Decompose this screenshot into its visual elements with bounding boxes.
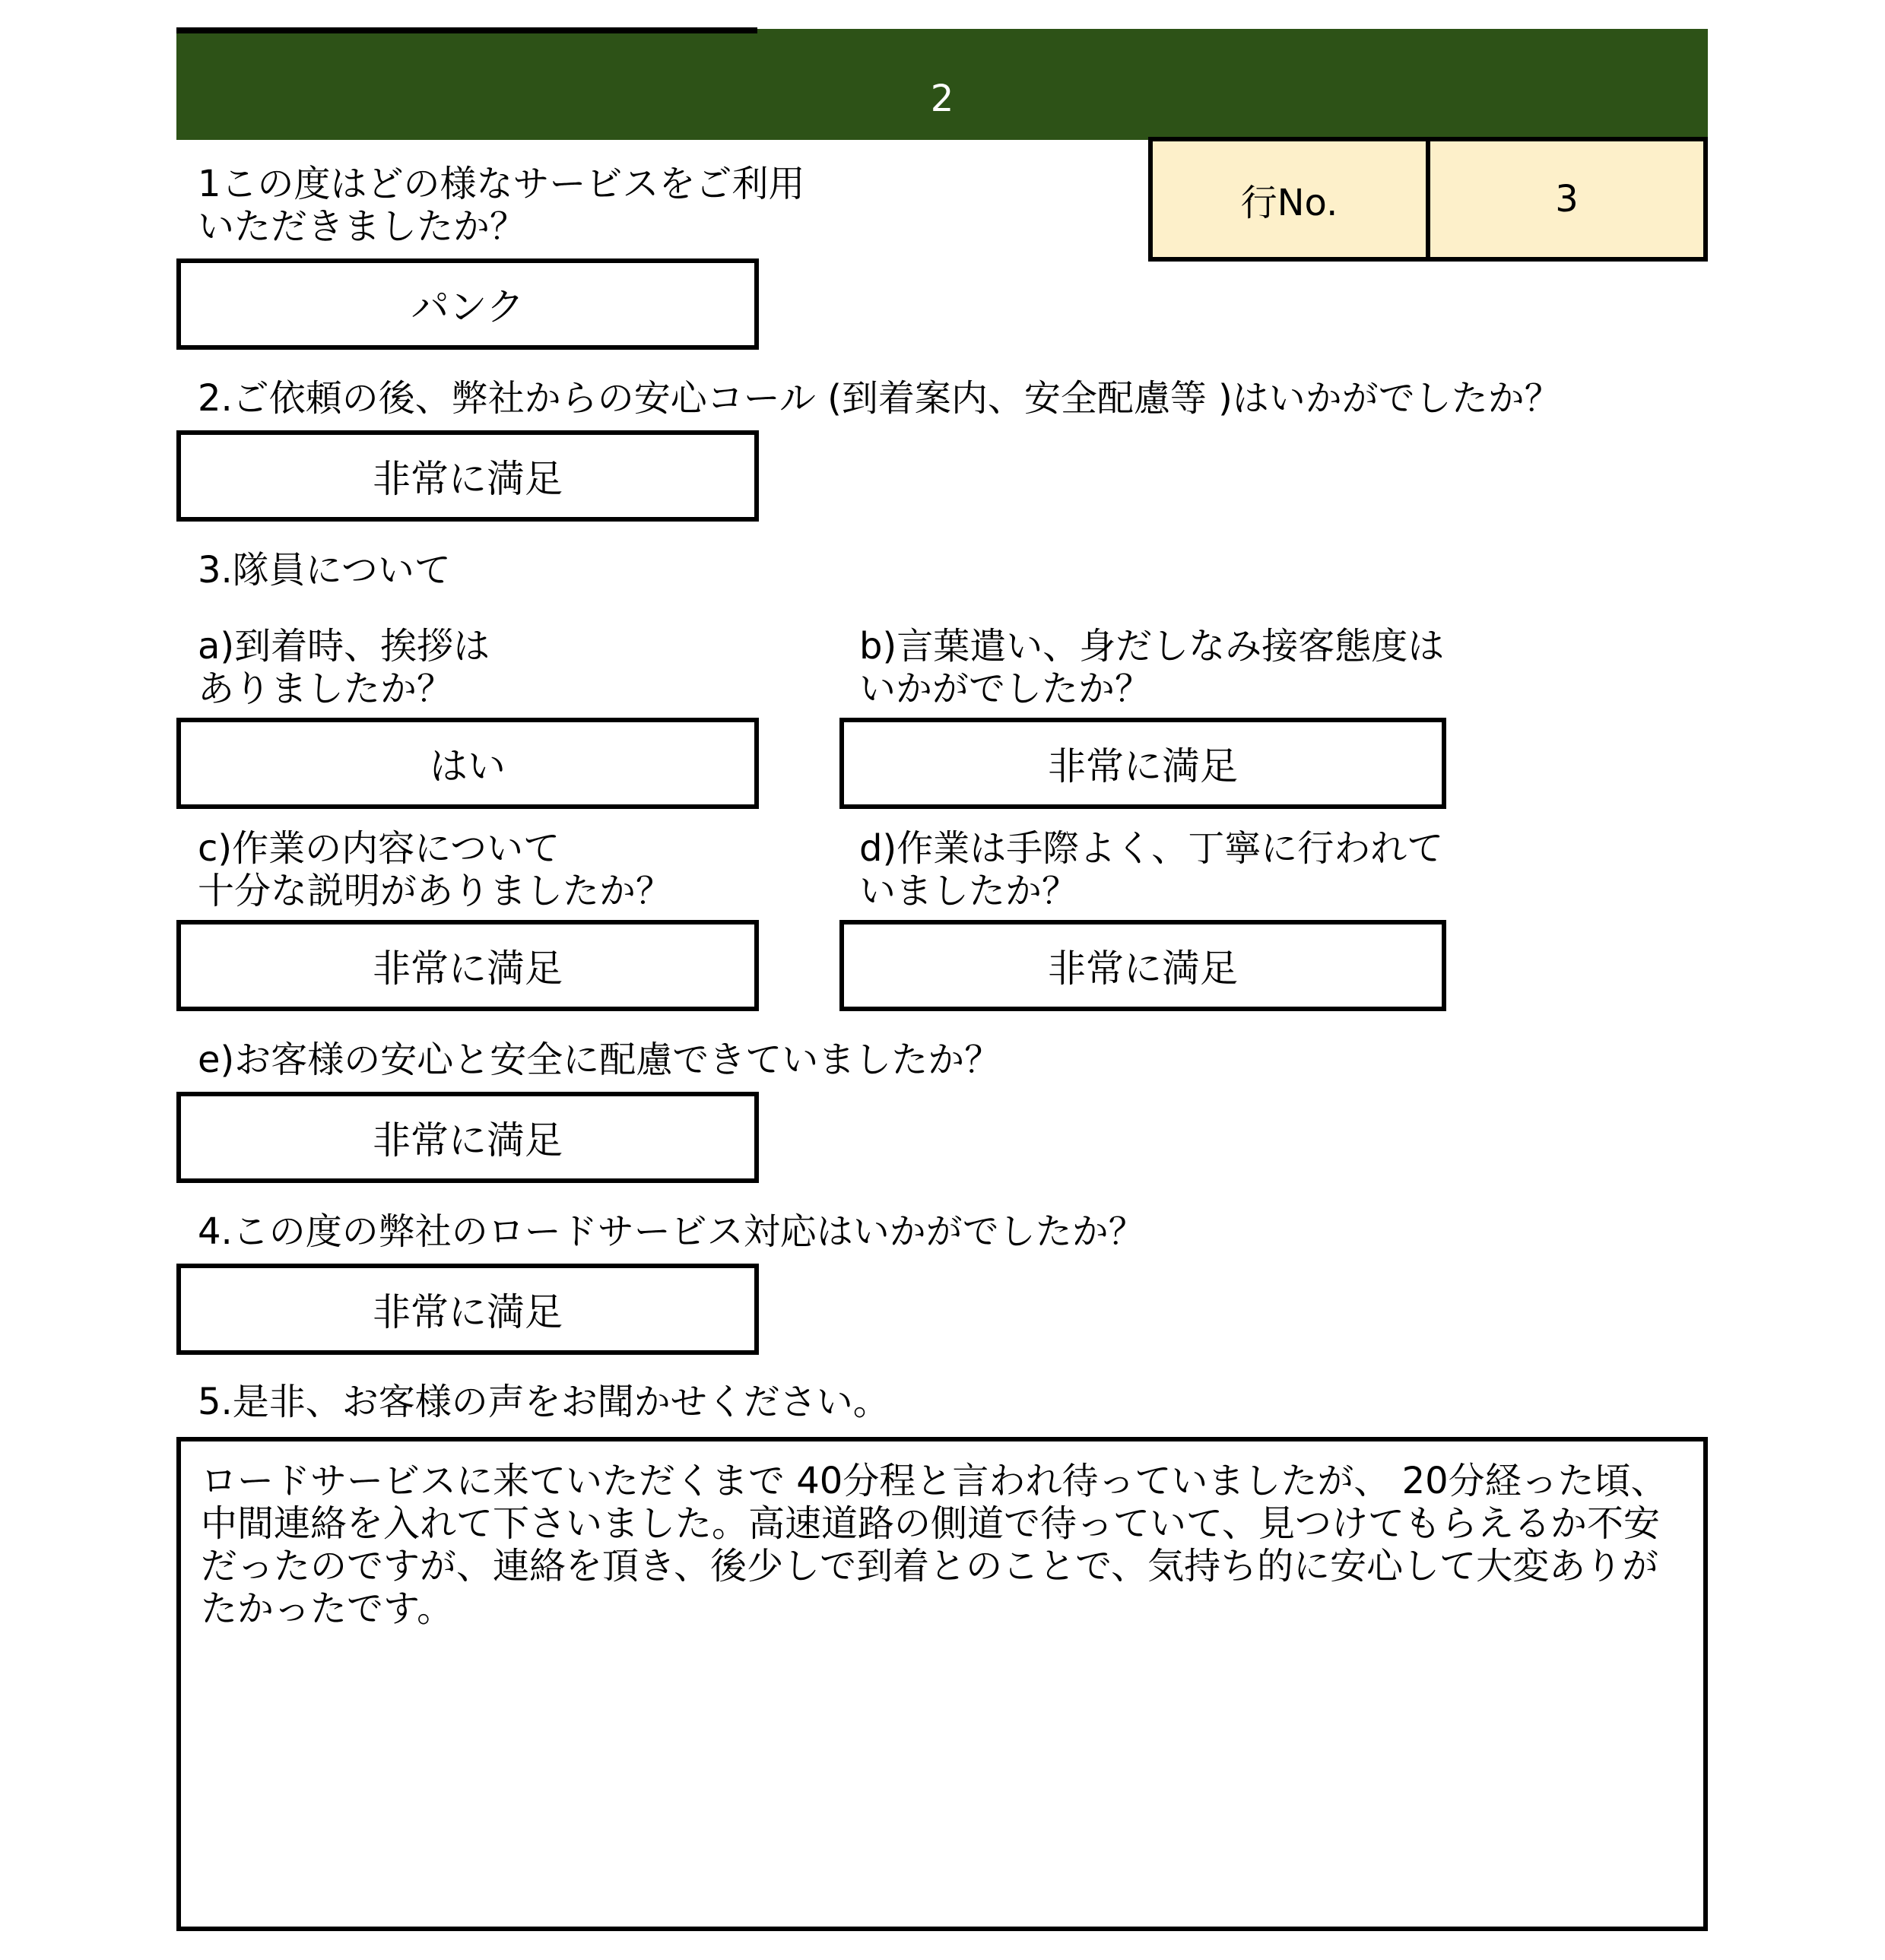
q3b-answer-field[interactable]: 非常に満足 — [839, 718, 1446, 809]
q3c-answer-field[interactable]: 非常に満足 — [176, 920, 759, 1011]
q5-question: 5.是非、お客様の声をお聞かせください。 — [198, 1381, 890, 1423]
q3b-question: b)言葉遣い、身だしなみ接客態度は いかがでしたか？ — [859, 625, 1445, 710]
row-number-value: 3 — [1555, 178, 1579, 220]
q3d-answer-field[interactable]: 非常に満足 — [839, 920, 1446, 1011]
header-divider — [176, 27, 757, 33]
row-number-label: 行No. — [1153, 141, 1430, 257]
row-number-table — [1148, 137, 1708, 262]
q5-comment-box[interactable]: ロードサービスに来ていただくまで 40分程と言われ待っていましたが、 20分経った頃、中間連絡を入れて下さいました。高速道路の側道で待っていて、見つけてもらえるか不安だったのですが、連絡を頂き、後少しで到着とのことで、気持ち的に安心して大変ありがたかったです。 — [176, 1437, 1708, 1931]
q2-answer-field[interactable]: 非常に満足 — [176, 430, 759, 522]
q3d-question: d)作業は手際よく、丁寧に行われて いましたか？ — [859, 827, 1444, 912]
q3-title: 3.隊員について — [198, 549, 451, 591]
q3c-question: c)作業の内容について 十分な説明がありましたか？ — [198, 827, 673, 912]
q4-question: 4.この度の弊社のロードサービス対応はいかがでしたか？ — [198, 1210, 1145, 1253]
q1-answer-field[interactable]: パンク — [176, 258, 759, 350]
q4-answer-field[interactable]: 非常に満足 — [176, 1264, 759, 1355]
page-number: 2 — [930, 78, 954, 120]
q3a-answer-field[interactable]: はい — [176, 718, 759, 809]
q3e-answer-field[interactable]: 非常に満足 — [176, 1092, 759, 1183]
q3a-question: a)到着時、挨拶は ありましたか？ — [198, 625, 490, 710]
q3e-question: e)お客様の安心と安全に配慮できていましたか？ — [198, 1039, 1001, 1081]
q2-question: 2.ご依頼の後、弊社からの安心コール (到着案内、安全配慮等 )はいかがでしたか？ — [198, 377, 1561, 420]
q1-question: 1この度はどの様なサービスをご利用 いただきましたか？ — [198, 163, 805, 248]
